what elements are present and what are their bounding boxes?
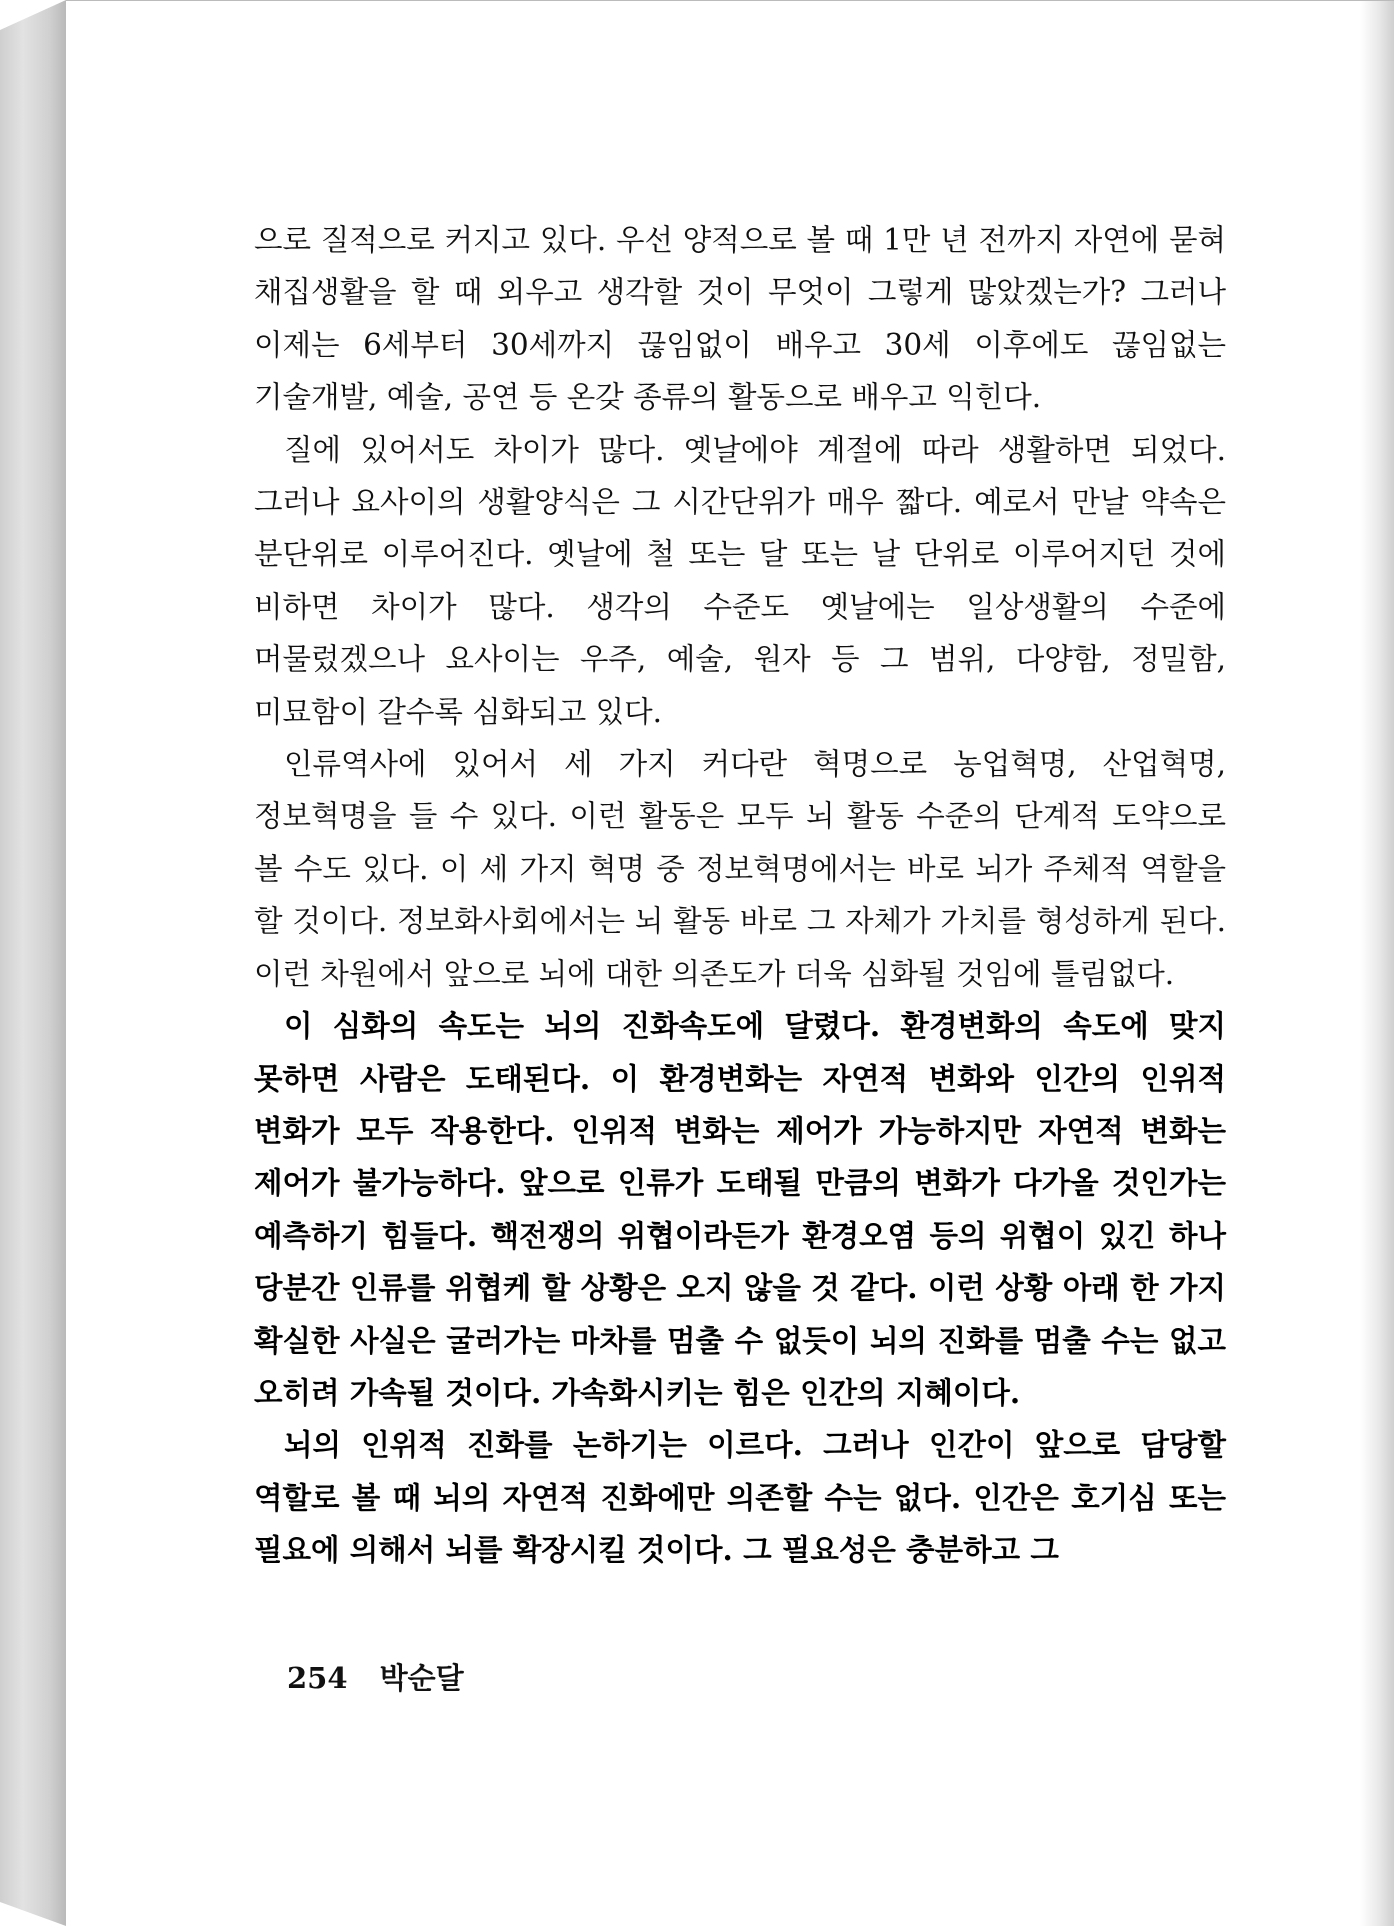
paragraph-1: 으로 질적으로 커지고 있다. 우선 양적으로 볼 때 1만 년 전까지 자연에 묻혀 채집생활을 할 때 외우고 생각할 것이 무엇이 그렇게 많았겠는가? 그러나 이제는 6세부터 30세까지 끊임없이 배우고 30세 이후에도 끊임없는 기술개발, 예술, 공연 등 온갖 종류의 활동으로 배우고 익힌다.: [254, 223, 1226, 415]
page-number: 254: [287, 1661, 348, 1695]
author-name: 박순달: [379, 1661, 464, 1695]
body-text: [254, 214, 1226, 1577]
paragraph-2: 질에 있어서도 차이가 많다. 옛날에야 계절에 따라 생활하면 되었다. 그러나 요사이의 생활양식은 그 시간단위가 매우 짧다. 예로서 만날 약속은 분단위로 이루어진다. 옛날에 철 또는 달 또는 날 단위로 이루어지던 것에 비하면 차이가 많다. 생각의 수준도 옛날에는 일상생활의 수준에 머물렀겠으나 요사이는 우주, 예술, 원자 등 그 범위, 다양함, 정밀함, 미묘함이 갈수록 심화되고 있다.: [254, 432, 1226, 729]
paragraph-3: 인류역사에 있어서 세 가지 커다란 혁명으로 농업혁명, 산업혁명, 정보혁명을 들 수 있다. 이런 활동은 모두 뇌 활동 수준의 단계적 도약으로 볼 수도 있다. 이 세 가지 혁명 중 정보혁명에서는 바로 뇌가 주체적 역할을 할 것이다. 정보화사회에서는 뇌 활동 바로 그 자체가 가치를 형성하게 된다. 이런 차원에서 앞으로 뇌에 대한 의존도가 더욱 심화될 것임에 틀림없다.: [254, 747, 1226, 991]
paragraph-4: 이 심화의 속도는 뇌의 진화속도에 달렸다. 환경변화의 속도에 맞지 못하면 사람은 도태된다. 이 환경변화는 자연적 변화와 인간의 인위적 변화가 모두 작용한다. 인위적 변화는 제어가 가능하지만 자연적 변화는 제어가 불가능하다. 앞으로 인류가 도태될 만큼의 변화가 다가올 것인가는 예측하기 힘들다. 핵전쟁의 위협이라든가 환경오염 등의 위협이 있긴 하나 당분간 인류를 위협케 할 상황은 오지 않을 것 같다. 이런 상황 아래 한 가지 확실한 사실은 굴러가는 마차를 멈출 수 없듯이 뇌의 진화를 멈출 수는 없고 오히려 가속될 것이다. 가속화시키는 힘은 인간의 지혜이다.: [254, 1008, 1226, 1410]
page-footer: [287, 1656, 464, 1697]
book-spine: [0, 0, 67, 1926]
paragraph-5: 뇌의 인위적 진화를 논하기는 이르다. 그러나 인간이 앞으로 담당할 역할로 볼 때 뇌의 자연적 진화에만 의존할 수는 없다. 인간은 호기심 또는 필요에 의해서 뇌를 확장시킬 것이다. 그 필요성은 충분하고 그: [254, 1427, 1226, 1568]
page-edge-shadow: [1360, 1, 1394, 1926]
